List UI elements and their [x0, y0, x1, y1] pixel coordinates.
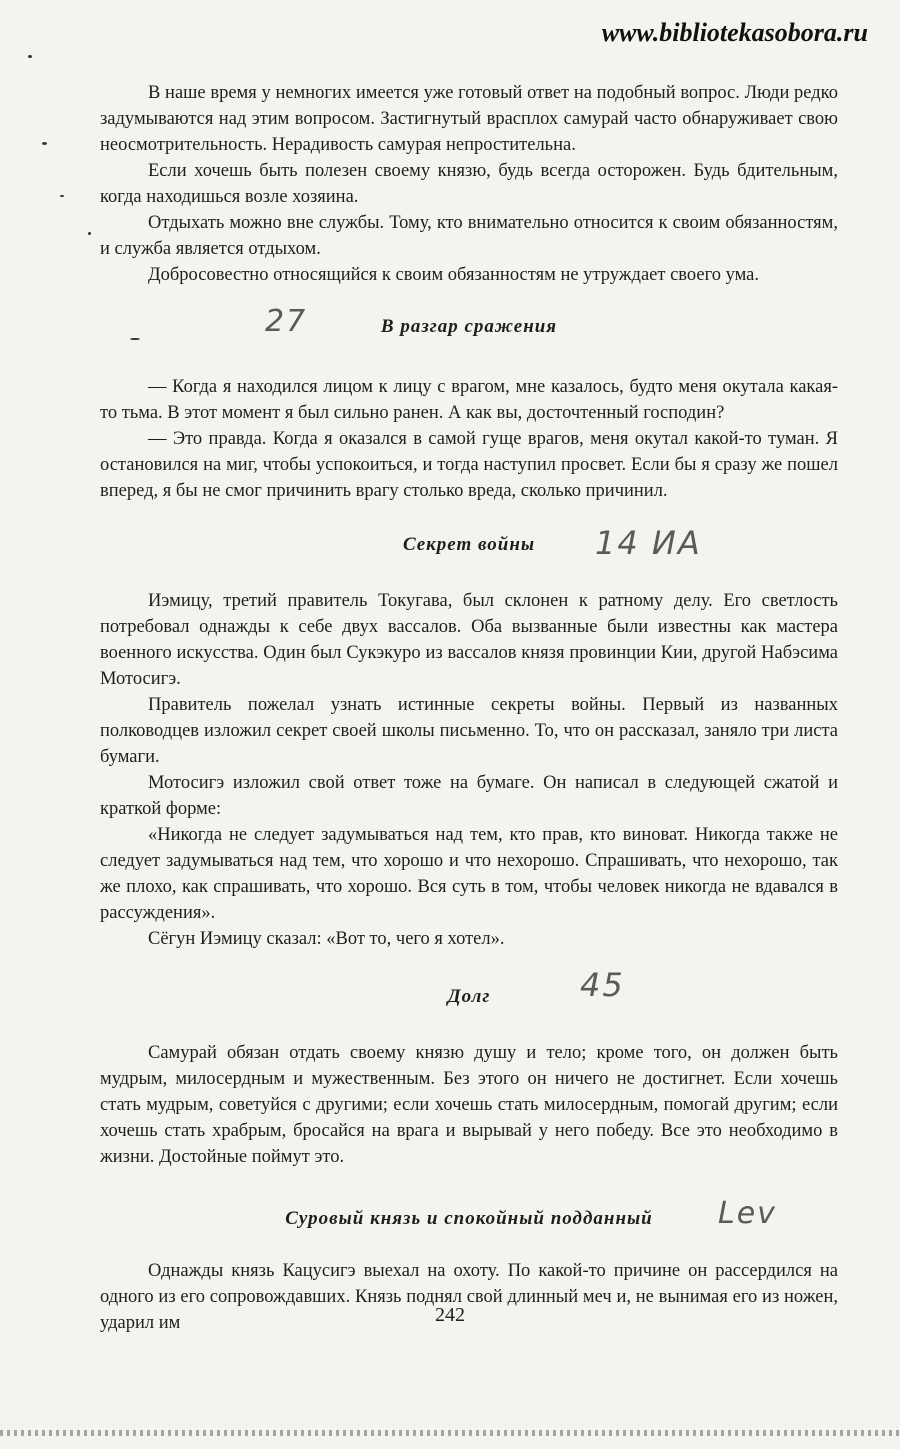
handwritten-note: 45 [580, 966, 625, 1004]
scan-speck [42, 142, 47, 145]
paragraph: Добросовестно относящийся к своим обязанностям не утруждает своего ума. [148, 265, 760, 285]
section-heading [100, 966, 838, 1008]
paragraph: Однажды князь Кацусигэ выехал на охоту. По какой-то причине он рассердился на одного из его сопровождавших. Князь поднял свой длинный меч и, не вынимая его из ножен, ударил им [100, 1261, 838, 1333]
section-title: Секрет войны [402, 534, 536, 555]
section-body [100, 588, 838, 952]
section-title: Суровый князь и спокойный подданный [285, 1208, 653, 1229]
paragraph: «Никогда не следует задумываться над тем, кто прав, кто виноват. Никогда также не следует задумываться над тем, что хорошо и что нехорошо. Спрашивать, что нехорошо, так же плохо, как спрашивать, что хорошо. Вся суть в том, чтобы человек никогда не вдавался в рассуждения». [100, 825, 838, 923]
scan-edge [0, 1430, 900, 1436]
book-page [100, 80, 838, 1336]
paragraph: Иэмицу, третий правитель Токугава, был склонен к ратному делу. Его светлость потребовал однажды к себе двух вассалов. Оба вызванные были известны как мастера военного искусства. Один был Сукэкуро из вассалов князя провинции Кии, другой Набэсима Мотосигэ. [100, 591, 838, 689]
paragraph: В наше время у немногих имеется уже готовый ответ на подобный вопрос. Люди редко задумываются над этим вопросом. Застигнутый врасплох самурай часто обнаруживает свою неосмотрительность. Нерадивость самурая непростительна. [100, 83, 838, 155]
paragraph: Сёгун Иэмицу сказал: «Вот то, чего я хотел». [148, 929, 505, 949]
section-heading [100, 524, 838, 562]
section-title: В разгар сражения [380, 316, 558, 337]
paragraph: Самурай обязан отдать своему князю душу и тело; кроме того, он должен быть мудрым, милосердным и мужественным. Без этого он ничего не достигнет. Если хочешь стать мудрым, советуйся с другими; если хочешь стать милосердным, помогай другим; если хочешь стать храбрым, бросайся на врага и вырывай у него победу. Все это необходимо в жизни. Достойные поймут это. [100, 1043, 838, 1167]
paragraph: Отдыхать можно вне службы. Тому, кто внимательно относится к своим обязанностям, и служба является отдыхом. [100, 213, 838, 259]
section-title: Долг [447, 986, 491, 1007]
paragraph: Мотосигэ изложил свой ответ тоже на бумаге. Он написал в следующей сжатой и краткой форме: [100, 773, 838, 819]
section-heading [100, 1196, 838, 1231]
scan-speck [88, 232, 91, 235]
paragraph: — Когда я находился лицом к лицу с врагом, мне казалось, будто меня окутала какая-то тьма. В этот момент я был сильно ранен. А как вы, досточтенный господин? [100, 377, 838, 423]
section-body [100, 1040, 838, 1170]
section-body [100, 374, 838, 504]
intro-text [100, 80, 838, 288]
scan-speck [60, 195, 64, 197]
scan-speck [130, 338, 140, 340]
handwritten-note: Lev [718, 1196, 777, 1231]
page-number: 242 [435, 1304, 465, 1326]
watermark-url: www.bibliotekasobora.ru [601, 18, 868, 47]
paragraph: Если хочешь быть полезен своему князю, будь всегда осторожен. Будь бдительным, когда находишься возле хозяина. [100, 161, 838, 207]
handwritten-note: 27 [265, 304, 308, 339]
handwritten-note: 14 ИА [595, 524, 702, 562]
paragraph: Правитель пожелал узнать истинные секреты войны. Первый из названных полководцев изложил секрет своей школы письменно. То, что он рассказал, заняло три листа бумаги. [100, 695, 838, 767]
section-heading [100, 304, 838, 339]
scan-speck [28, 55, 32, 58]
paragraph: — Это правда. Когда я оказался в самой гуще врагов, меня окутал какой-то туман. Я остановился на миг, чтобы успокоиться, и тогда наступил просвет. Если бы я сразу же пошел вперед, я бы не смог причинить врагу столько вреда, сколько причинил. [100, 429, 838, 501]
